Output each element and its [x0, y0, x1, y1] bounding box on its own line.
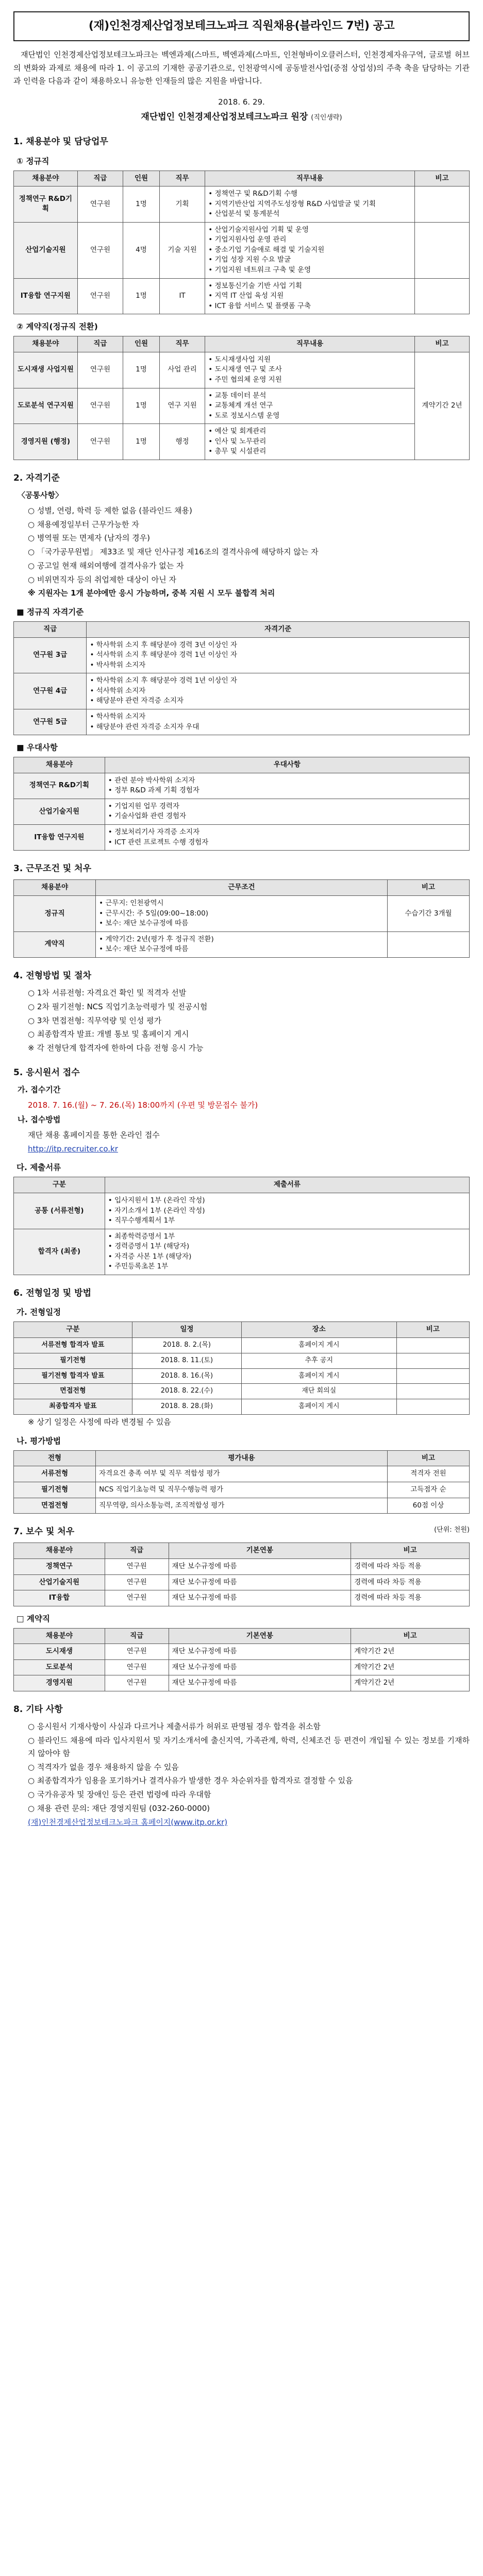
- common-item: ○ 채용예정일부터 근무가능한 자: [28, 519, 139, 529]
- cell-field: 정책연구 R&D기획: [14, 187, 78, 223]
- section-8-heading: 8. 기타 사항: [13, 1704, 63, 1715]
- list-item: • ICT 관련 프로젝트 수행 경험자: [108, 838, 466, 848]
- criteria-table: [13, 621, 470, 735]
- misc-item: ○ 응시원서 기재사항이 사실과 다르거나 제출서류가 허위로 판명될 경우 합격을 취소함: [28, 1722, 321, 1732]
- cell-count: 1명: [123, 187, 160, 223]
- cell-field: 도로분석: [14, 1659, 105, 1675]
- list-item: • 학사학위 소지 후 해당분야 경력 1년 이상인 자: [90, 676, 466, 686]
- cell-place: 홈페이지 게시: [241, 1368, 396, 1384]
- cell-note: [414, 222, 469, 278]
- cell-field: 정책연구: [14, 1559, 105, 1575]
- cell-salary: 재단 보수규정에 따름: [169, 1659, 351, 1675]
- table-row: [14, 637, 470, 673]
- common-item: ○ 비위면직자 등의 취업제한 대상이 아닌 자: [28, 574, 177, 584]
- intro-paragraph: 재단법인 인천경제산업정보테크노파크는 벡엔과제(스마트, 벡엔과제(스마트, 인천형바이오클러스터, 인천경제자유구역, 글로벌 허브의 변화와 과제로 채용에 따라 1. 이 공고의 기재한 공공기관으로, 인천광역시에 공동발전사업(중점 상업성)의 주축 축을 담당하는 기관과 인력을 다음과 같이 채용하오니 유능한 인재들의 많은 지원을 바랍니다.: [13, 50, 470, 86]
- table-row: [14, 709, 470, 735]
- list-item: • 총무 및 시설관리: [208, 447, 411, 457]
- list-item: • 예산 및 회계관리: [208, 427, 411, 437]
- list-item: • 해당분야 관련 자격증 소지자 우대: [90, 722, 466, 733]
- cell-grade: 연구원: [77, 388, 123, 424]
- cell-field: 도시재생 사업지원: [14, 352, 78, 388]
- section-6-heading: 6. 전형일정 및 방법: [13, 1287, 91, 1298]
- list-item: • 기업지원 네트워크 구축 및 운영: [208, 265, 411, 276]
- list-item: • 정보통신기술 기반 사업 기획: [208, 281, 411, 292]
- signer-note: (직인생략): [311, 113, 342, 122]
- cell-field: IT융합 연구지원: [14, 278, 78, 314]
- cell-field: 정책연구 R&D기획: [14, 773, 105, 799]
- signer: [13, 110, 470, 124]
- table-row: [14, 1337, 470, 1353]
- cell-step: 필기전형: [14, 1482, 96, 1498]
- cell-field: 도로분석 연구지원: [14, 388, 78, 424]
- col-note: 비고: [387, 880, 469, 896]
- list-item: • 교통 데이터 분석: [208, 391, 411, 401]
- table-row: [14, 1675, 470, 1691]
- list-item: • 중소기업 기술애로 해결 및 기술지원: [208, 245, 411, 256]
- cell-content: NCS 직업기초능력 및 직무수행능력 평가: [96, 1482, 388, 1498]
- cell-field: 경영지원: [14, 1675, 105, 1691]
- col-content: 직무내용: [205, 171, 415, 187]
- list-item: • 기업 성장 지원 수요 발굴: [208, 255, 411, 265]
- cell-grade: 연구원: [77, 352, 123, 388]
- cell-note: 적격자 전원: [387, 1466, 469, 1482]
- cell-place: 홈페이지 게시: [241, 1399, 396, 1415]
- schedule-title: 가. 전형일정: [16, 1308, 61, 1317]
- col-grade: 직급: [14, 622, 87, 638]
- cell-note: [396, 1368, 469, 1384]
- notice-title: (재)인천경제산업정보테크노파크 직원채용(블라인드 7번) 공고: [13, 11, 470, 41]
- cell-duty: IT: [159, 278, 205, 314]
- cell-criteria: [87, 673, 470, 709]
- cell-salary: 재단 보수규정에 따름: [169, 1574, 351, 1590]
- cell-count: 1명: [123, 388, 160, 424]
- cell-note: 계약기간 2년: [351, 1659, 470, 1675]
- table-row: [14, 1559, 470, 1575]
- section-1-heading: 1. 채용분야 및 담당업무: [13, 137, 108, 147]
- list-item: • 석사학위 소지자: [90, 686, 466, 697]
- list-item: • 학사학위 소지 후 해당분야 경력 3년 이상인 자: [90, 640, 466, 651]
- conditions-table: [13, 879, 470, 957]
- table-row: [14, 278, 470, 314]
- cell-note: 경력에 따라 차등 적용: [351, 1574, 470, 1590]
- cell-step: 최종합격자 발표: [14, 1399, 132, 1415]
- col-note: 비고: [351, 1628, 470, 1644]
- cell-count: 1명: [123, 424, 160, 460]
- cell-duty: 사업 관리: [159, 352, 205, 388]
- col-field: 채용분야: [14, 171, 78, 187]
- col-kind: 구분: [14, 1177, 105, 1193]
- eval-title: 나. 평가방법: [16, 1436, 61, 1446]
- docs-title: 다. 제출서류: [16, 1163, 61, 1173]
- cell-field: 산업기술지원: [14, 1574, 105, 1590]
- preference-table: [13, 757, 470, 851]
- table-row: [14, 895, 470, 931]
- col-field: 채용분야: [14, 336, 78, 352]
- list-item: • 주민 협의체 운영 지원: [208, 375, 411, 385]
- cell-note: [396, 1384, 469, 1399]
- list-item: • 해당분야 관련 자격증 소지자: [90, 696, 466, 706]
- step-item: ○ 최종합격자 발표: 개별 통보 및 홈페이지 게시: [28, 1029, 189, 1039]
- cell-step: 필기전형: [14, 1353, 132, 1368]
- cell-note: [414, 278, 469, 314]
- table-row: [14, 1482, 470, 1498]
- section-1-sub-2: ② 계약직(정규직 전환): [16, 322, 98, 332]
- list-item: • 도시재생 연구 및 조사: [208, 365, 411, 375]
- contract-title: □ 계약직: [16, 1614, 50, 1623]
- table-row: [14, 352, 470, 388]
- cell-date: 2018. 8. 28.(화): [132, 1399, 241, 1415]
- list-item: • 기업지원사업 운영 관리: [208, 235, 411, 245]
- table-row: [14, 1574, 470, 1590]
- section-1-sub-1: ① 정규직: [16, 156, 49, 166]
- cell-note: 계약기간 2년: [351, 1675, 470, 1691]
- cell-date: 2018. 8. 2.(목): [132, 1337, 241, 1353]
- cell-note: 고득점자 순: [387, 1482, 469, 1498]
- section-5-heading: 5. 응시원서 접수: [13, 1067, 80, 1078]
- cell-field: IT융합 연구지원: [14, 824, 105, 850]
- table-row: [14, 1590, 470, 1606]
- cell-content: [205, 424, 415, 460]
- col-duty: 직무: [159, 336, 205, 352]
- cell-content: [205, 222, 415, 278]
- cell-place: 추후 공지: [241, 1353, 396, 1368]
- closing-link[interactable]: [28, 1816, 470, 1829]
- cell-count: 1명: [123, 352, 160, 388]
- col-grade: 직급: [77, 171, 123, 187]
- signer-name: 재단법인 인천경제산업정보테크노파크 원장: [141, 111, 308, 122]
- col-note: 비고: [351, 1543, 470, 1559]
- apply-site-url[interactable]: http://itp.recruiter.co.kr: [28, 1144, 118, 1154]
- list-item: • 최종학력증명서 1부: [108, 1232, 466, 1242]
- col-content: 평가내용: [96, 1450, 388, 1466]
- table-row: [14, 1644, 470, 1660]
- list-item: • 자기소개서 1부 (온라인 작성): [108, 1206, 466, 1216]
- cell-criteria: [87, 709, 470, 735]
- cell-grade: 연구원: [105, 1574, 169, 1590]
- table-row: [14, 673, 470, 709]
- col-salary: 기본연봉: [169, 1543, 351, 1559]
- cell-kind: 공통 (서류전형): [14, 1193, 105, 1229]
- cell-step: 면접전형: [14, 1498, 96, 1514]
- list-item: • 산업기술지원사업 기획 및 운영: [208, 225, 411, 235]
- list-item: • 정부 R&D 과제 기획 경험자: [108, 786, 466, 796]
- col-criteria: 자격기준: [87, 622, 470, 638]
- cell-note: 계약기간 2년: [414, 352, 469, 460]
- cell-grade: 연구원: [105, 1659, 169, 1675]
- cell-note: 경력에 따라 차등 적용: [351, 1590, 470, 1606]
- cell-count: 1명: [123, 278, 160, 314]
- section-7-title: 7. 보수 및 처우: [13, 1527, 75, 1537]
- cell-kind: 합격자 (최종): [14, 1229, 105, 1275]
- col-note: 비고: [396, 1322, 469, 1338]
- cell-duty: 행정: [159, 424, 205, 460]
- section-7-heading: [13, 1525, 470, 1538]
- section-3-heading: 3. 근무조건 및 처우: [13, 863, 91, 874]
- list-item: • 도로 정보시스템 운영: [208, 411, 411, 421]
- list-item: • 도시재생사업 지원: [208, 355, 411, 365]
- cell-date: 2018. 8. 22.(수): [132, 1384, 241, 1399]
- period-label: 가. 접수기간: [18, 1085, 61, 1095]
- cell-note: [387, 931, 469, 957]
- table-row: [14, 222, 470, 278]
- cell-field: 산업기술지원: [14, 799, 105, 824]
- cell-note: [396, 1353, 469, 1368]
- cell-date: 2018. 8. 16.(목): [132, 1368, 241, 1384]
- misc-item: ○ 최종합격자가 임용을 포기하거나 결격사유가 발생한 경우 차순위자를 합격자로 결정할 수 있음: [28, 1776, 353, 1786]
- table-row: [14, 1659, 470, 1675]
- cell-content: [205, 388, 415, 424]
- cell-note: 수습기간 3개월: [387, 895, 469, 931]
- cell-note: 경력에 따라 차등 적용: [351, 1559, 470, 1575]
- list-item: • ICT 융합 서비스 및 플랫폼 구축: [208, 301, 411, 312]
- list-item: • 박사학위 소지자: [90, 660, 466, 671]
- cell-note: 계약기간 2년: [351, 1644, 470, 1660]
- cell-duty: 기획: [159, 187, 205, 223]
- table-row: [14, 1399, 470, 1415]
- cell-content: 자격요건 충족 여부 및 직무 적합성 평가: [96, 1466, 388, 1482]
- col-grade: 직급: [77, 336, 123, 352]
- pref-title: ■ 우대사항: [16, 743, 58, 753]
- detail-title: ■ 정규직 자격기준: [16, 607, 84, 617]
- list-item: • 기술사업화 관련 경험자: [108, 811, 466, 822]
- col-date: 일정: [132, 1322, 241, 1338]
- table-row: [14, 1498, 470, 1514]
- list-item: • 직무수행계획서 1부: [108, 1216, 466, 1226]
- list-item: • 학사학위 소지자: [90, 712, 466, 722]
- table-row: [14, 824, 470, 850]
- cell-place: 재단 회의실: [241, 1384, 396, 1399]
- list-item: • 계약기간: 2년(평가 후 정규직 전환): [99, 935, 384, 945]
- cell-cond: [96, 931, 388, 957]
- col-field: 채용분야: [14, 1628, 105, 1644]
- cell-grade: 연구원 4급: [14, 673, 87, 709]
- period-text: 2018. 7. 16.(월) ~ 7. 26.(목) 18:00까지 (우편 및 방문접수 불가): [28, 1100, 258, 1110]
- method-text: 재단 채용 홈페이지를 통한 온라인 접수: [28, 1130, 160, 1140]
- misc-item: ○ 블라인드 채용에 따라 입사지원서 및 자기소개서에 출신지역, 가족관계, 학력, 신체조건 등 편견이 개입될 수 있는 정보를 기재하지 않아야 함: [28, 1736, 470, 1758]
- cell-grade: 연구원: [77, 278, 123, 314]
- table-row: [14, 1368, 470, 1384]
- col-pref: 우대사항: [105, 757, 469, 773]
- cell-pref: [105, 799, 469, 824]
- cell-content: [205, 187, 415, 223]
- col-step: 전형: [14, 1450, 96, 1466]
- cell-grade: 연구원 3급: [14, 637, 87, 673]
- table-row: [14, 187, 470, 223]
- list-item: • 정책연구 및 R&D기획 수행: [208, 189, 411, 199]
- col-place: 장소: [241, 1322, 396, 1338]
- col-count: 인원: [123, 336, 160, 352]
- col-content: 직무내용: [205, 336, 415, 352]
- cell-duty: 연구 지원: [159, 388, 205, 424]
- cell-criteria: [87, 637, 470, 673]
- col-count: 인원: [123, 171, 160, 187]
- table-row: [14, 1384, 470, 1399]
- col-cond: 근무조건: [96, 880, 388, 896]
- common-item: ○ 「국가공무원법」 제33조 및 재단 인사규정 제16조의 결격사유에 해당하지 않는 자: [28, 547, 319, 557]
- col-salary: 기본연봉: [169, 1628, 351, 1644]
- list-item: • 지역기반산업 지역주도성장형 R&D 사업발굴 및 기획: [208, 199, 411, 210]
- cell-field: IT융합: [14, 1590, 105, 1606]
- cell-note: [396, 1337, 469, 1353]
- cell-grade: 연구원 5급: [14, 709, 87, 735]
- cell-pref: [105, 773, 469, 799]
- cell-content: 직무역량, 의사소통능력, 조직적합성 평가: [96, 1498, 388, 1514]
- cell-field: 산업기술지원: [14, 222, 78, 278]
- col-field: 채용분야: [14, 880, 96, 896]
- schedule-note: ※ 상기 일정은 사정에 따라 변경될 수 있음: [28, 1417, 171, 1427]
- cell-docs: [105, 1229, 469, 1275]
- homepage-link[interactable]: (재)인천경제산업정보테크노파크 홈페이지(www.itp.or.kr): [28, 1817, 228, 1827]
- step-item: ○ 1차 서류전형: 자격요건 확인 및 적격자 선발: [28, 988, 187, 998]
- common-title: 〈공통사항〉: [18, 490, 63, 500]
- contract-pay-table: [13, 1628, 470, 1691]
- evaluation-table: [13, 1450, 470, 1514]
- cell-step: 필기전형 합격자 발표: [14, 1368, 132, 1384]
- cell-grade: 연구원: [77, 222, 123, 278]
- cell-salary: 재단 보수규정에 따름: [169, 1590, 351, 1606]
- col-step: 구분: [14, 1322, 132, 1338]
- list-item: • 자격증 사본 1부 (해당자): [108, 1252, 466, 1262]
- cell-note: 60점 이상: [387, 1498, 469, 1514]
- common-item: ○ 성별, 연령, 학력 등 제한 없음 (블라인드 채용): [28, 505, 192, 515]
- cell-field: 계약직: [14, 931, 96, 957]
- col-docs: 제출서류: [105, 1177, 469, 1193]
- cell-step: 면접전형: [14, 1384, 132, 1399]
- list-item: • 석사학위 소지 후 해당분야 경력 1년 이상인 자: [90, 650, 466, 660]
- cell-field: 도시재생: [14, 1644, 105, 1660]
- list-item: • 보수: 재단 보수규정에 따름: [99, 944, 384, 955]
- cell-content: [205, 352, 415, 388]
- list-item: • 근무지: 인천광역시: [99, 899, 384, 909]
- col-grade: 직급: [105, 1628, 169, 1644]
- contract-positions-table: [13, 336, 470, 460]
- notice-date: 2018. 6. 29.: [218, 97, 265, 107]
- misc-item: ○ 국가유공자 및 장애인 등은 관련 법령에 따라 우대함: [28, 1790, 211, 1800]
- list-item: • 산업분석 및 통계분석: [208, 209, 411, 219]
- common-item: ○ 공고일 현재 해외여행에 결격사유가 없는 자: [28, 561, 184, 570]
- cell-step: 서류전형: [14, 1466, 96, 1482]
- cell-cond: [96, 895, 388, 931]
- cell-salary: 재단 보수규정에 따름: [169, 1559, 351, 1575]
- cell-note: [396, 1399, 469, 1415]
- cell-field: 경영지원 (행정): [14, 424, 78, 460]
- cell-date: 2018. 8. 11.(토): [132, 1353, 241, 1368]
- unit-note: (단위: 천원): [434, 1526, 470, 1534]
- col-note: 비고: [387, 1450, 469, 1466]
- apply-site-link[interactable]: [28, 1143, 470, 1156]
- schedule-table: [13, 1321, 470, 1415]
- cell-note: [414, 187, 469, 223]
- col-field: 채용분야: [14, 1543, 105, 1559]
- documents-table: [13, 1177, 470, 1275]
- misc-item: ○ 채용 관련 문의: 재단 경영지원팀 (032-260-0000): [28, 1803, 210, 1813]
- table-row: [14, 1466, 470, 1482]
- cell-place: 홈페이지 게시: [241, 1337, 396, 1353]
- list-item: • 주민등록초본 1부: [108, 1262, 466, 1272]
- list-item: • 근무시간: 주 5일(09:00~18:00): [99, 909, 384, 919]
- list-item: • 경력증명서 1부 (해당자): [108, 1242, 466, 1252]
- cell-grade: 연구원: [105, 1559, 169, 1575]
- col-field: 채용분야: [14, 757, 105, 773]
- cell-step: 서류전형 합격자 발표: [14, 1337, 132, 1353]
- cell-salary: 재단 보수규정에 따름: [169, 1675, 351, 1691]
- step-note: ※ 각 전형단계 합격자에 한하여 다음 전형 응시 가능: [28, 1043, 204, 1053]
- table-row: [14, 1193, 470, 1229]
- col-grade: 직급: [105, 1543, 169, 1559]
- misc-item: ○ 적격자가 없을 경우 채용하지 않을 수 있음: [28, 1762, 179, 1772]
- cell-grade: 연구원: [105, 1675, 169, 1691]
- table-row: [14, 931, 470, 957]
- list-item: • 관련 분야 박사학위 소지자: [108, 776, 466, 786]
- table-row: [14, 1229, 470, 1275]
- cell-count: 4명: [123, 222, 160, 278]
- table-row: [14, 388, 470, 424]
- cell-duty: 기술 지원: [159, 222, 205, 278]
- cell-content: [205, 278, 415, 314]
- col-duty: 직무: [159, 171, 205, 187]
- cell-field: 정규직: [14, 895, 96, 931]
- col-note: 비고: [414, 171, 469, 187]
- step-item: ○ 3차 면접전형: 직무역량 및 인성 평가: [28, 1015, 162, 1025]
- list-item: • 입사지원서 1부 (온라인 작성): [108, 1196, 466, 1206]
- list-item: • 지역 IT 산업 육성 지원: [208, 291, 411, 301]
- list-item: • 교통체계 개선 연구: [208, 401, 411, 411]
- col-note: 비고: [414, 336, 469, 352]
- rule-note: ※ 지원자는 1개 분야에만 응시 가능하며, 중복 지원 시 모두 불합격 처리: [28, 588, 275, 598]
- pay-table: [13, 1543, 470, 1606]
- table-row: [14, 1353, 470, 1368]
- table-row: [14, 773, 470, 799]
- list-item: • 기업지원 업무 경력자: [108, 802, 466, 812]
- cell-grade: 연구원: [105, 1644, 169, 1660]
- cell-grade: 연구원: [105, 1590, 169, 1606]
- list-item: • 인사 및 노무관리: [208, 437, 411, 447]
- section-2-heading: 2. 자격기준: [13, 472, 60, 483]
- cell-grade: 연구원: [77, 424, 123, 460]
- cell-docs: [105, 1193, 469, 1229]
- list-item: • 보수: 재단 보수규정에 따름: [99, 919, 384, 929]
- table-row: [14, 424, 470, 460]
- cell-pref: [105, 824, 469, 850]
- table-row: [14, 799, 470, 824]
- regular-positions-table: [13, 171, 470, 315]
- section-4-heading: 4. 전형방법 및 절차: [13, 970, 91, 981]
- step-item: ○ 2차 필기전형: NCS 직업기초능력평가 및 전공시험: [28, 1002, 208, 1011]
- cell-grade: 연구원: [77, 187, 123, 223]
- method-label: 나. 접수방법: [18, 1115, 61, 1125]
- cell-salary: 재단 보수규정에 따름: [169, 1644, 351, 1660]
- list-item: • 정보처리기사 자격증 소지자: [108, 827, 466, 838]
- common-item: ○ 병역필 또는 면제자 (남자의 경우): [28, 533, 151, 543]
